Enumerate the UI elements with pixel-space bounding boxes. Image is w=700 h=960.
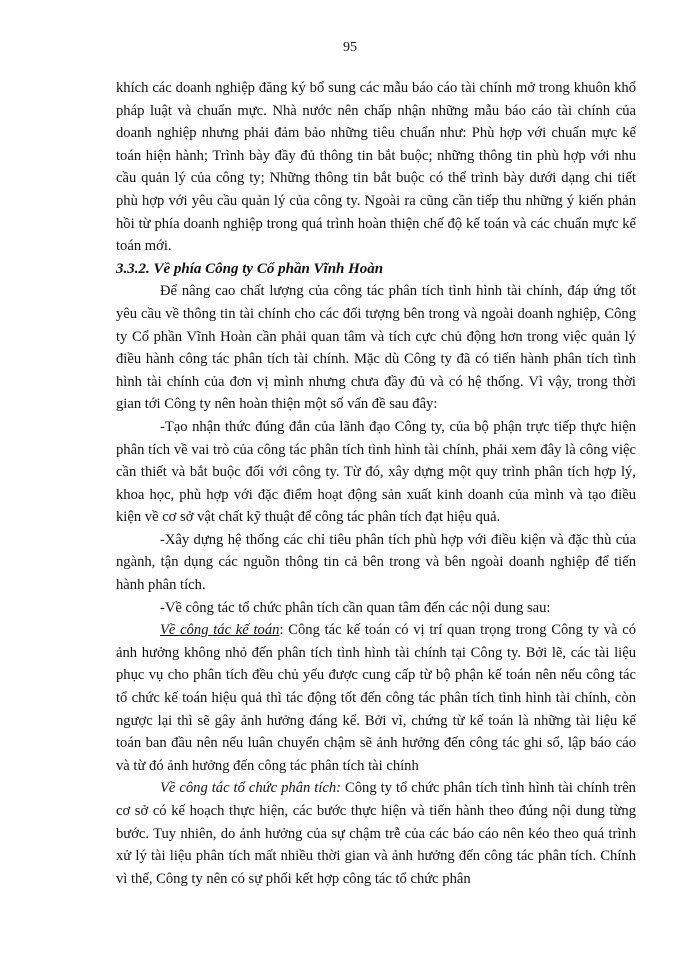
analysis-organization-lead: Về công tác tổ chức phân tích: <box>160 780 342 797</box>
paragraph-company-overview: Để nâng cao chất lượng của công tác phân tích tình hình tài chính, đáp ứng tốt yêu cầu về thông tin tài chính cho các đối tượng bên trong và ngoài doanh nghiệp, Công ty Cổ phần Vĩnh Hoàn cần phải quan tâm và tích cực chủ động hơn trong việc quản lý điều hành công tác phân tích tài chính. Mặc dù Công ty đã có tiến hành phân tích tình hình tài chính của đơn vị mình nhưng chưa đầy đủ và có hệ thống. Vì vậy, trong thời gian tới Công ty nên hoàn thiện một số vấn đề sau đây: <box>116 283 636 413</box>
page-number: 95 <box>343 40 357 55</box>
accounting-work-body: : Công tác kế toán có vị trí quan trọng trong Công ty và có ảnh hưởng không nhỏ đến phân tích tình hình tài chính tại Công ty. Bởi lẽ, các tài liệu phục vụ cho phân tích đều chủ yếu được cung cấp từ bộ phận kế toán nên nếu công tác tổ chức kế toán hiệu quả thì tác động tốt đến công tác phân tích tình hình tài chính, còn ngược lại thì sẽ gây ảnh hưởng đáng kể. Bởi vì, chứng từ kế toán là những tài liệu kế toán ban đầu nên nếu luân chuyển chậm sẽ ảnh hưởng đến công tác ghi sổ, lập báo cáo và từ đó ảnh hưởng đến công tác phân tích tài chính <box>116 622 636 774</box>
paragraph-organization-intro: -Về công tác tổ chức phân tích cần quan tâm đến các nội dung sau: <box>160 599 551 616</box>
section-heading: 3.3.2. Về phía Công ty Cổ phần Vĩnh Hoàn <box>116 260 384 277</box>
accounting-work-lead: Về công tác kế toán <box>160 622 280 639</box>
paragraph-intro-continuation: khích các doanh nghiệp đăng ký bổ sung các mẫu báo cáo tài chính mở trong khuôn khổ pháp luật và chuẩn mực. Nhà nước nên chấp nhận những mẫu báo cáo tài chính của doanh nghiệp nhưng phải đảm bảo những tiêu chuẩn như: Phù hợp với chuẩn mực kế toán hiện hành; Trình bày đầy đủ thông tin bắt buộc; những thông tin phù hợp với nhu cầu quản lý của công ty; Những thông tin bắt buộc có thể trình bày dưới dạng chi tiết phù hợp với yêu cầu quản lý của công ty. Ngoài ra cũng cần tiếp thu những ý kiến phản hồi từ phía doanh nghiệp trong quá trình hoàn thiện chế độ kế toán và các chuẩn mực kế toán mới. <box>116 80 636 255</box>
paragraph-indicators: -Xây dựng hệ thống các chỉ tiêu phân tích phù hợp với điều kiện và đặc thù của ngành, tận dụng các nguồn thông tin cả bên trong và bên ngoài doanh nghiệp để tiến hành phân tích. <box>116 531 636 594</box>
paragraph-accounting-work <box>116 619 636 777</box>
analysis-organization-body: Công ty tổ chức phân tích tình hình tài chính trên cơ sở có kế hoạch thực hiện, các bước thực hiện và tiến hành theo đúng nội dung từng bước. Tuy nhiên, do ảnh hưởng của sự chậm trễ của các báo cáo nên kéo theo quá trình xử lý tài liệu phân tích mất nhiều thời gian và ảnh hưởng đến công tác phân tích. Chính vì thế, Công ty nên có sự phối kết hợp công tác tổ chức phân <box>116 780 636 887</box>
paragraph-analysis-organization <box>116 777 636 890</box>
page-body <box>116 77 636 890</box>
paragraph-awareness: -Tạo nhận thức đúng đắn của lãnh đạo Công ty, của bộ phận trực tiếp thực hiện phân tích về vai trò của công tác phân tích tình hình tài chính, phải xem đây là công việc cần thiết và bắt buộc đối với công ty. Từ đó, xây dựng một quy trình phân tích hợp lý, khoa học, phù hợp với đặc điểm hoạt động sản xuất kinh doanh của mình và tạo điều kiện về cơ sở vật chất kỹ thuật để công tác phân tích đạt hiệu quả. <box>116 418 636 526</box>
